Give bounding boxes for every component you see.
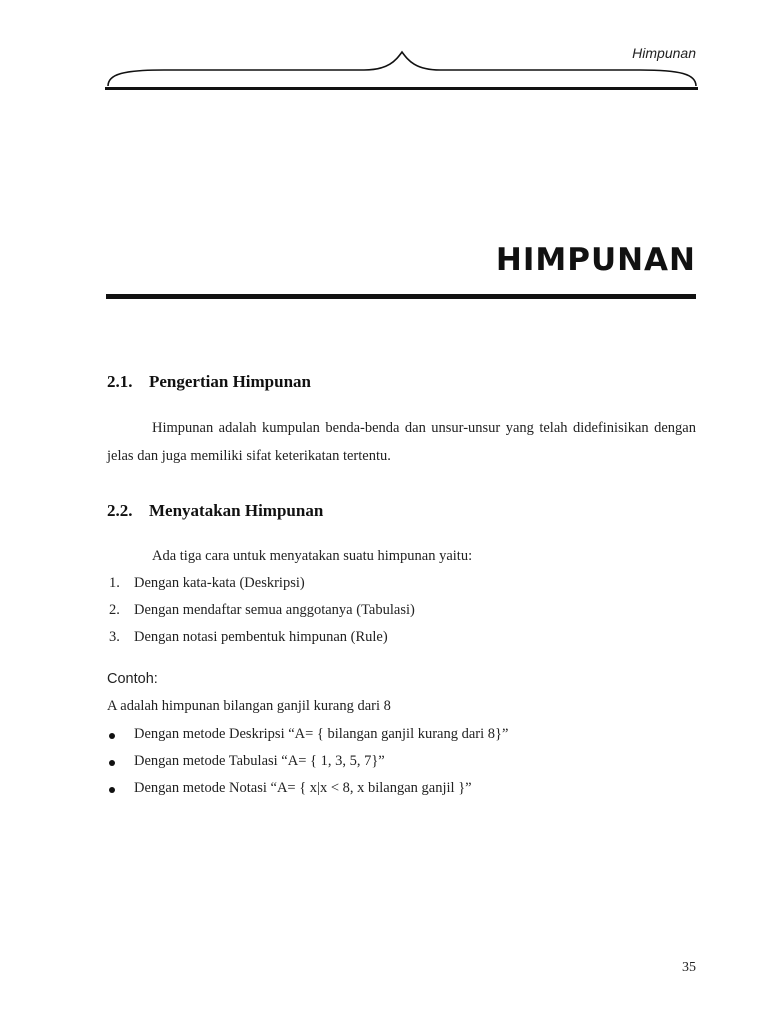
section-title: Pengertian Himpunan: [149, 372, 311, 391]
list-item-number: 1.: [109, 575, 120, 591]
chapter-title-rule: [106, 294, 696, 299]
list-item: Dengan notasi pembentuk himpunan (Rule): [134, 629, 388, 645]
list-item-number: 2.: [109, 602, 120, 618]
list-item: Dengan mendaftar semua anggotanya (Tabulasi): [134, 602, 415, 618]
example-item: Dengan metode Tabulasi “A= { 1, 3, 5, 7}”: [134, 753, 385, 769]
definition-paragraph: Himpunan adalah kumpulan benda-benda dan unsur-unsur yang telah didefinisikan dengan jelas dan juga memiliki sifat keterikatan tertentu.: [107, 420, 696, 464]
section-heading-2-1: [107, 372, 311, 392]
methods-intro: Ada tiga cara untuk menyatakan suatu himpunan yaitu:: [152, 548, 473, 564]
example-statement: A adalah himpunan bilangan ganjil kurang dari 8: [107, 698, 391, 714]
running-head: Himpunan: [632, 45, 696, 61]
page-number: 35: [682, 960, 696, 975]
section-number: 2.2.: [107, 501, 133, 520]
bullet-icon: [109, 733, 115, 739]
bullet-icon: [109, 760, 115, 766]
example-label: Contoh:: [107, 671, 158, 687]
header-brace-decoration: [104, 48, 700, 94]
chapter-title: HIMPUNAN: [495, 242, 696, 278]
example-item: Dengan metode Notasi “A= { x|x < 8, x bilangan ganjil }”: [134, 780, 472, 796]
bullet-icon: [109, 787, 115, 793]
section-title: Menyatakan Himpunan: [149, 501, 324, 520]
example-item: Dengan metode Deskripsi “A= { bilangan ganjil kurang dari 8}”: [134, 726, 509, 742]
list-item: Dengan kata-kata (Deskripsi): [134, 575, 305, 591]
section-number: 2.1.: [107, 372, 133, 391]
section-heading-2-2: [107, 501, 323, 521]
list-item-number: 3.: [109, 629, 120, 645]
